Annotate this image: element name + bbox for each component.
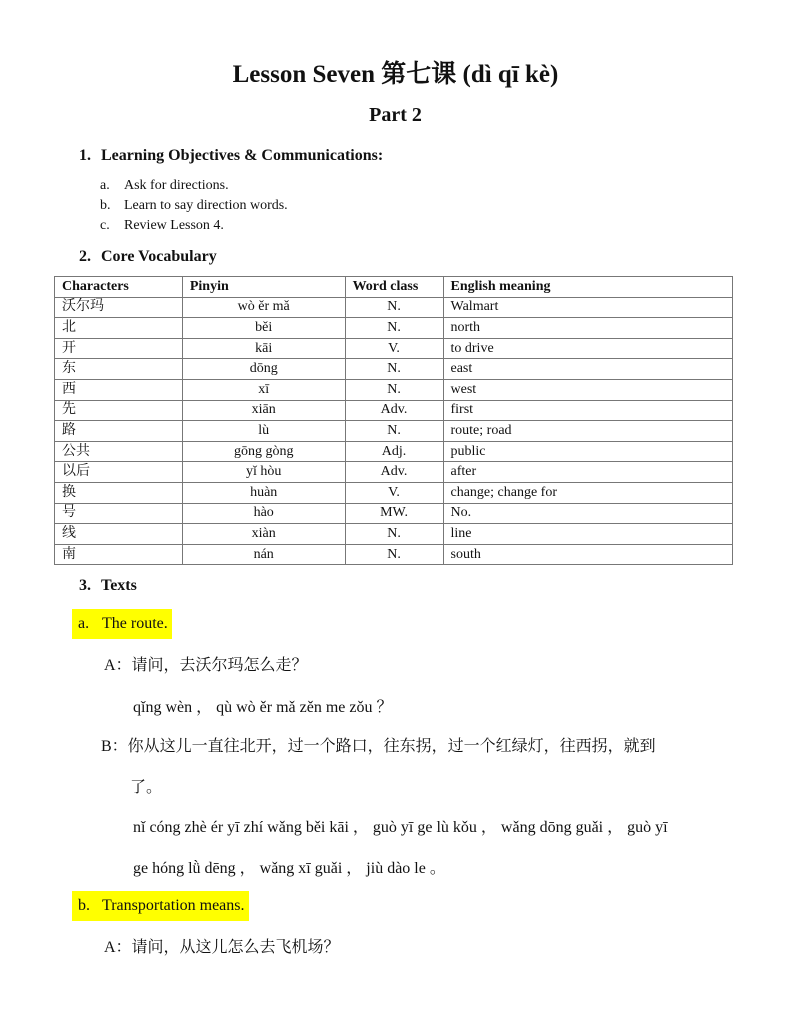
pinyin-cell: xī xyxy=(182,379,345,400)
dialogue-line-pinyin: nǐ cóng zhè ér yī zhí wǎng běi kāi ， guò yī ge lù kǒu ， wǎng dōng guǎi ， guò yī xyxy=(133,819,668,836)
word-class-cell: Adv. xyxy=(345,462,443,483)
objective-letter: b. xyxy=(100,198,111,213)
section-title: Learning Objectives & Communications: xyxy=(101,147,384,164)
meaning-cell: after xyxy=(443,462,733,483)
section-number: 1. xyxy=(79,147,91,164)
word-class-cell: N. xyxy=(345,297,443,318)
characters-cell: 南 xyxy=(55,544,183,565)
table-row xyxy=(55,482,733,503)
dialogue-line-chinese: A：请问，从这儿怎么去飞机场？ xyxy=(104,939,340,956)
objective-letter: a. xyxy=(100,178,110,193)
meaning-cell: to drive xyxy=(443,338,733,359)
pinyin-cell: kāi xyxy=(182,338,345,359)
meaning-cell: change; change for xyxy=(443,482,733,503)
pinyin-cell: lù xyxy=(182,421,345,442)
pinyin-cell: xiàn xyxy=(182,524,345,545)
characters-cell: 先 xyxy=(55,400,183,421)
document-title: Lesson Seven 第七课 (dì qī kè) xyxy=(232,61,559,88)
meaning-cell: public xyxy=(443,441,733,462)
dialogue-line-chinese: 了。 xyxy=(130,779,163,796)
table-row xyxy=(55,503,733,524)
characters-cell: 路 xyxy=(55,421,183,442)
dialogue-line-pinyin: ge hóng lǜ dēng ， wǎng xī guǎi ， jiù dào le 。 xyxy=(133,860,446,877)
table-row xyxy=(55,318,733,339)
document-subtitle: Part 2 xyxy=(369,104,422,126)
word-class-cell: N. xyxy=(345,544,443,565)
section-number: 2. xyxy=(79,248,91,265)
dialogue-line-pinyin: qǐng wèn ， qù wò ěr mǎ zěn me zǒu ？ xyxy=(133,699,393,716)
column-header: Pinyin xyxy=(182,277,345,298)
meaning-cell: line xyxy=(443,524,733,545)
section-title: Core Vocabulary xyxy=(101,248,217,265)
characters-cell: 换 xyxy=(55,482,183,503)
column-header: English meaning xyxy=(443,277,733,298)
text-b-heading xyxy=(72,891,249,921)
table-row xyxy=(55,421,733,442)
dialogue-line-chinese: B：你从这儿一直往北开，过一个路口，往东拐，过一个红绿灯，往西拐，就到 xyxy=(101,738,656,755)
word-class-cell: V. xyxy=(345,482,443,503)
table-row xyxy=(55,297,733,318)
meaning-cell: north xyxy=(443,318,733,339)
characters-cell: 西 xyxy=(55,379,183,400)
meaning-cell: No. xyxy=(443,503,733,524)
pinyin-cell: huàn xyxy=(182,482,345,503)
objective-item xyxy=(100,177,229,195)
objective-text: Review Lesson 4. xyxy=(124,218,224,233)
table-row xyxy=(55,379,733,400)
objective-item xyxy=(100,197,288,215)
word-class-cell: N. xyxy=(345,318,443,339)
pinyin-cell: dōng xyxy=(182,359,345,380)
section-heading-texts xyxy=(79,576,137,596)
text-a-heading xyxy=(72,609,172,639)
meaning-cell: route; road xyxy=(443,421,733,442)
meaning-cell: first xyxy=(443,400,733,421)
word-class-cell: MW. xyxy=(345,503,443,524)
word-class-cell: Adj. xyxy=(345,441,443,462)
word-class-cell: N. xyxy=(345,524,443,545)
table-row xyxy=(55,462,733,483)
characters-cell: 东 xyxy=(55,359,183,380)
text-letter: b. xyxy=(78,897,90,914)
table-row xyxy=(55,441,733,462)
text-letter: a. xyxy=(78,615,90,632)
word-class-cell: V. xyxy=(345,338,443,359)
characters-cell: 线 xyxy=(55,524,183,545)
text-title: The route. xyxy=(102,615,168,632)
characters-cell: 号 xyxy=(55,503,183,524)
section-number: 3. xyxy=(79,577,91,594)
word-class-cell: Adv. xyxy=(345,400,443,421)
pinyin-cell: hào xyxy=(182,503,345,524)
pinyin-cell: gōng gòng xyxy=(182,441,345,462)
objective-item xyxy=(100,217,224,235)
section-title: Texts xyxy=(101,577,137,594)
meaning-cell: west xyxy=(443,379,733,400)
objective-text: Ask for directions. xyxy=(124,178,229,193)
meaning-cell: south xyxy=(443,544,733,565)
characters-cell: 以后 xyxy=(55,462,183,483)
table-row xyxy=(55,359,733,380)
table-row xyxy=(55,400,733,421)
column-header: Characters xyxy=(55,277,183,298)
table-row xyxy=(55,338,733,359)
table-header-row xyxy=(55,277,733,298)
objective-text: Learn to say direction words. xyxy=(124,198,288,213)
word-class-cell: N. xyxy=(345,421,443,442)
pinyin-cell: yǐ hòu xyxy=(182,462,345,483)
characters-cell: 公共 xyxy=(55,441,183,462)
text-title: Transportation means. xyxy=(102,897,245,914)
characters-cell: 开 xyxy=(55,338,183,359)
section-heading-objectives xyxy=(79,146,383,166)
characters-cell: 北 xyxy=(55,318,183,339)
pinyin-cell: wò ěr mǎ xyxy=(182,297,345,318)
pinyin-cell: nán xyxy=(182,544,345,565)
meaning-cell: east xyxy=(443,359,733,380)
dialogue-line-chinese: A：请问，去沃尔玛怎么走？ xyxy=(104,657,308,674)
pinyin-cell: běi xyxy=(182,318,345,339)
meaning-cell: Walmart xyxy=(443,297,733,318)
word-class-cell: N. xyxy=(345,379,443,400)
table-row xyxy=(55,544,733,565)
section-heading-vocabulary xyxy=(79,247,217,267)
pinyin-cell: xiān xyxy=(182,400,345,421)
word-class-cell: N. xyxy=(345,359,443,380)
objective-letter: c. xyxy=(100,218,110,233)
table-row xyxy=(55,524,733,545)
column-header: Word class xyxy=(345,277,443,298)
vocabulary-table xyxy=(54,276,733,565)
characters-cell: 沃尔玛 xyxy=(55,297,183,318)
